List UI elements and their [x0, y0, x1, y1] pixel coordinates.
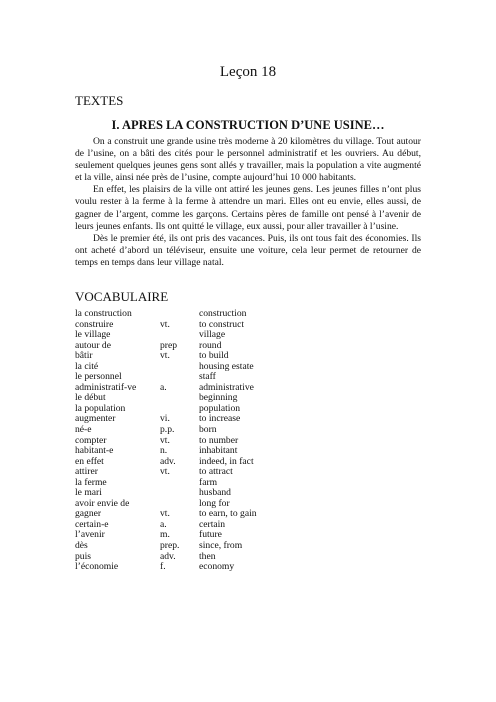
vocab-row — [75, 393, 421, 404]
vocab-french-term: le village — [75, 329, 111, 341]
vocab-row — [75, 541, 421, 552]
vocab-french-term: le personnel — [75, 371, 122, 383]
vocab-english-gloss: to attract — [199, 466, 233, 478]
vocab-french-term: la construction — [75, 308, 132, 319]
section-heading-vocabulaire: VOCABULAIRE — [75, 289, 169, 304]
vocab-french-term: avoir envie de — [75, 497, 130, 509]
vocab-part-of-speech: vt. — [160, 508, 170, 520]
vocab-row — [75, 414, 421, 425]
vocab-french-term: l’économie — [75, 561, 119, 573]
vocab-part-of-speech: prep. — [160, 540, 180, 552]
vocab-part-of-speech: p.p. — [160, 424, 175, 436]
vocab-english-gloss: certain — [199, 518, 226, 530]
vocab-english-gloss: to construct — [199, 318, 245, 330]
vocab-row — [75, 309, 421, 320]
vocab-french-term: construire — [75, 318, 114, 330]
vocab-row — [75, 404, 421, 415]
vocab-french-term: autour de — [75, 339, 111, 351]
vocab-french-term: la ferme — [75, 476, 107, 488]
vocab-french-term: dès — [75, 540, 88, 552]
vocab-english-gloss: inhabitant — [199, 445, 238, 457]
paragraph: Dès le premier été, ils ont pris des vacances. Puis, ils ont tous fait des économies. Ils ont acheté d’abord un téléviseur, ensuite une voiture, cela leur permet de retourner de temps en temps dans leur village natal. — [75, 232, 421, 268]
vocab-row — [75, 425, 421, 436]
vocab-french-term: bâtir — [75, 350, 93, 362]
vocab-row — [75, 530, 421, 541]
vocab-french-term: l’avenir — [75, 529, 105, 541]
vocab-french-term: augmenter — [75, 413, 116, 425]
vocab-part-of-speech: n. — [160, 445, 168, 457]
vocab-french-term: puis — [75, 550, 91, 562]
vocab-english-gloss: housing estate — [199, 360, 254, 372]
vocab-part-of-speech: prep — [160, 339, 178, 351]
vocab-english-gloss: economy — [199, 561, 235, 573]
paragraph: On a construit une grande usine très moderne à 20 kilomètres du village. Tout autour de l’usine, on a bâti des cités pour le personnel administratif et les ouvriers. Au début, seulement quelques jeunes gens sont allés y travailler, mais la population a vite augmenté et la ville, ainsi née près de l’usine, compte aujourd’hui 10 000 habitants. — [75, 136, 421, 184]
vocab-english-gloss: construction — [199, 308, 247, 319]
vocab-row — [75, 330, 421, 341]
vocab-english-gloss: long for — [199, 497, 230, 509]
vocab-part-of-speech: vt. — [160, 434, 170, 446]
vocab-english-gloss: round — [199, 339, 222, 351]
section-heading-textes: TEXTES — [75, 93, 124, 108]
vocab-row — [75, 520, 421, 531]
vocab-english-gloss: to number — [199, 434, 239, 446]
vocab-row — [75, 362, 421, 373]
vocab-english-gloss: then — [199, 550, 216, 562]
vocab-french-term: certain-e — [75, 518, 109, 530]
lesson-title: Leçon 18 — [219, 64, 277, 80]
vocab-row — [75, 562, 421, 573]
text-title: I. APRES LA CONSTRUCTION D’UNE USINE… — [111, 118, 385, 132]
vocab-row — [75, 341, 421, 352]
vocab-english-gloss: beginning — [199, 392, 238, 404]
vocab-part-of-speech: vt. — [160, 318, 170, 330]
vocabulary-list — [75, 309, 421, 573]
vocab-english-gloss: to build — [199, 350, 229, 362]
vocab-part-of-speech: vt. — [160, 466, 170, 478]
vocab-row — [75, 478, 421, 489]
vocab-row — [75, 383, 421, 394]
vocab-part-of-speech: adv. — [160, 550, 176, 562]
vocab-french-term: gagner — [75, 508, 102, 520]
text-body — [75, 136, 421, 269]
vocab-english-gloss: since, from — [199, 540, 243, 552]
vocab-english-gloss: born — [199, 424, 217, 436]
vocab-row — [75, 509, 421, 520]
vocab-english-gloss: to increase — [199, 413, 241, 425]
vocab-english-gloss: to earn, to gain — [199, 508, 257, 520]
vocab-row — [75, 457, 421, 468]
vocab-part-of-speech: a. — [160, 381, 167, 393]
vocab-english-gloss: future — [199, 529, 222, 541]
vocab-french-term: le début — [75, 392, 106, 404]
vocab-part-of-speech: a. — [160, 518, 167, 530]
vocab-french-term: compter — [75, 434, 107, 446]
vocab-part-of-speech: m. — [160, 529, 170, 541]
vocab-english-gloss: administrative — [199, 381, 254, 393]
vocab-english-gloss: indeed, in fact — [199, 455, 254, 467]
vocab-english-gloss: husband — [199, 487, 231, 499]
vocab-french-term: le mari — [75, 487, 102, 499]
vocab-english-gloss: farm — [199, 476, 218, 488]
vocab-french-term: attirer — [75, 466, 98, 478]
vocab-row — [75, 320, 421, 331]
vocab-french-term: né-e — [75, 424, 92, 436]
vocab-part-of-speech: adv. — [160, 455, 176, 467]
vocab-french-term: habitant-e — [75, 445, 114, 457]
vocab-english-gloss: population — [199, 402, 241, 414]
vocab-part-of-speech: vi. — [160, 413, 170, 425]
vocab-french-term: la cité — [75, 360, 99, 372]
vocab-english-gloss: staff — [199, 371, 216, 383]
paragraph: En effet, les plaisirs de la ville ont attiré les jeunes gens. Les jeunes filles n’ont plus voulu rester à la ferme à la ferme à attendre un mari. Elles ont eu envie, elles aussi, de gagner de l’argent, comme les garçons. Certains pères de famille ont pensé à l’avenir de leurs jeunes enfants. Ils ont quitté le village, eux aussi, pour aller travailler à l’usine. — [75, 184, 421, 232]
vocab-french-term: en effet — [75, 455, 104, 467]
vocab-part-of-speech: f. — [160, 561, 166, 573]
vocab-row — [75, 436, 421, 447]
vocab-french-term: administratif-ve — [75, 381, 137, 393]
vocab-part-of-speech: vt. — [160, 350, 170, 362]
vocab-row — [75, 552, 421, 563]
vocab-english-gloss: village — [199, 329, 226, 341]
vocab-row — [75, 467, 421, 478]
vocab-french-term: la population — [75, 402, 126, 414]
